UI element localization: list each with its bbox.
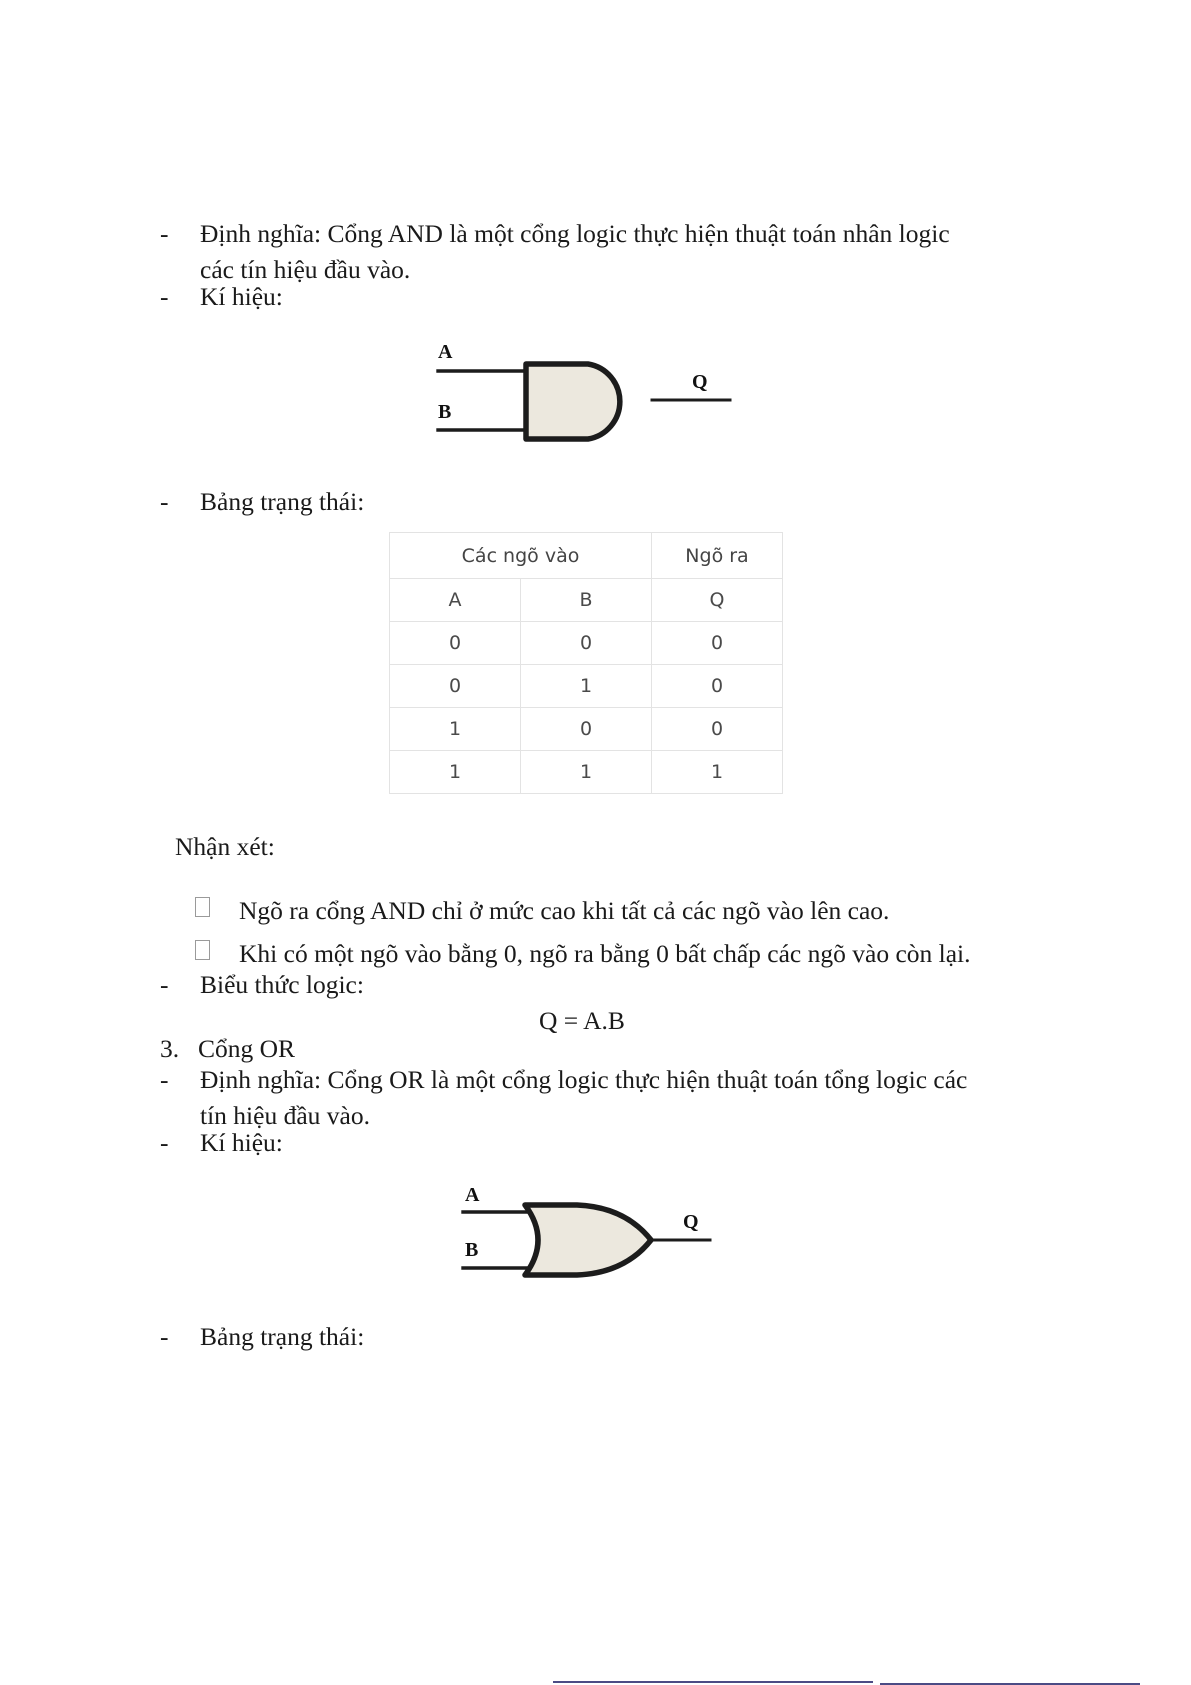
dash-bullet-icon: - (160, 487, 169, 516)
remark-text-2: Khi có một ngõ vào bằng 0, ngõ ra bằng 0 bất chấp các ngõ vào còn lại. (239, 939, 971, 968)
remark-item-1 (195, 893, 985, 929)
or-definition-item (160, 1062, 970, 1134)
remark-title: Nhận xét: (175, 832, 275, 861)
table-cell-q: 0 (652, 622, 783, 665)
table-header-inputs: Các ngõ vào (390, 533, 652, 579)
table-cell-b: 1 (521, 751, 652, 794)
or-symbol-item (160, 1125, 760, 1161)
or-definition-text: Định nghĩa: Cổng OR là một cổng logic thực hiện thuật toán tổng logic các tín hiệu đầu vào. (200, 1065, 968, 1130)
dash-bullet-icon: - (160, 282, 169, 311)
table-cell-a: 0 (390, 622, 521, 665)
or-section-number: 3. (160, 1034, 180, 1063)
table-col-a: A (390, 579, 521, 622)
and-gate-body (526, 364, 620, 439)
and-truth-table-label-item (160, 484, 760, 520)
and-symbol-item (160, 279, 760, 315)
and-expression-label: Biểu thức logic: (200, 970, 364, 999)
remark-text-1: Ngõ ra cổng AND chỉ ở mức cao khi tất cả các ngõ vào lên cao. (239, 896, 890, 925)
and-gate-svg (430, 338, 740, 450)
table-cell-a: 0 (390, 665, 521, 708)
or-section-heading: Cổng OR (198, 1034, 296, 1063)
dash-bullet-icon: - (160, 1128, 169, 1157)
missing-glyph-bullet-icon (195, 897, 210, 917)
table-row (390, 665, 783, 708)
or-gate-label-q: Q (683, 1211, 699, 1233)
and-truth-table (389, 532, 783, 794)
table-row (390, 708, 783, 751)
or-truth-table-label: Bảng trạng thái: (200, 1322, 365, 1351)
table-header-row (390, 533, 783, 579)
table-row (390, 579, 783, 622)
table-cell-b: 1 (521, 665, 652, 708)
and-gate-label-b: B (438, 401, 452, 423)
dash-bullet-icon: - (160, 1322, 169, 1351)
table-cell-b: 0 (521, 622, 652, 665)
and-expression-formula: Q = A.B (539, 1006, 625, 1035)
table-col-q: Q (652, 579, 783, 622)
table-row (390, 751, 783, 794)
dash-bullet-icon: - (160, 219, 169, 248)
or-gate-label-b: B (465, 1239, 479, 1261)
or-gate-body (525, 1205, 651, 1275)
or-truth-table-label-item (160, 1319, 760, 1355)
and-definition-item (160, 216, 960, 288)
table-col-b: B (521, 579, 652, 622)
dash-bullet-icon: - (160, 970, 169, 999)
and-definition-text: Định nghĩa: Cổng AND là một cổng logic thực hiện thuật toán nhân logic các tín hiệu đầu vào. (200, 219, 950, 284)
table-row (390, 622, 783, 665)
and-truth-table-label: Bảng trạng thái: (200, 487, 365, 516)
missing-glyph-bullet-icon (195, 940, 210, 960)
or-symbol-label: Kí hiệu: (200, 1128, 283, 1157)
or-gate-label-a: A (465, 1184, 480, 1206)
table-cell-a: 1 (390, 708, 521, 751)
and-gate-label-a: A (438, 341, 453, 363)
or-gate-figure (455, 1183, 725, 1287)
table-cell-a: 1 (390, 751, 521, 794)
and-gate-label-q: Q (692, 371, 708, 393)
footer-rule-artifact (553, 1681, 873, 1683)
table-header-output: Ngõ ra (652, 533, 783, 579)
dash-bullet-icon: - (160, 1065, 169, 1094)
and-symbol-label: Kí hiệu: (200, 282, 283, 311)
and-gate-figure (430, 338, 740, 450)
table-cell-q: 1 (652, 751, 783, 794)
table-cell-q: 0 (652, 665, 783, 708)
table-cell-q: 0 (652, 708, 783, 751)
and-expression-label-item (160, 967, 760, 1003)
or-gate-svg (455, 1183, 725, 1287)
table-cell-b: 0 (521, 708, 652, 751)
